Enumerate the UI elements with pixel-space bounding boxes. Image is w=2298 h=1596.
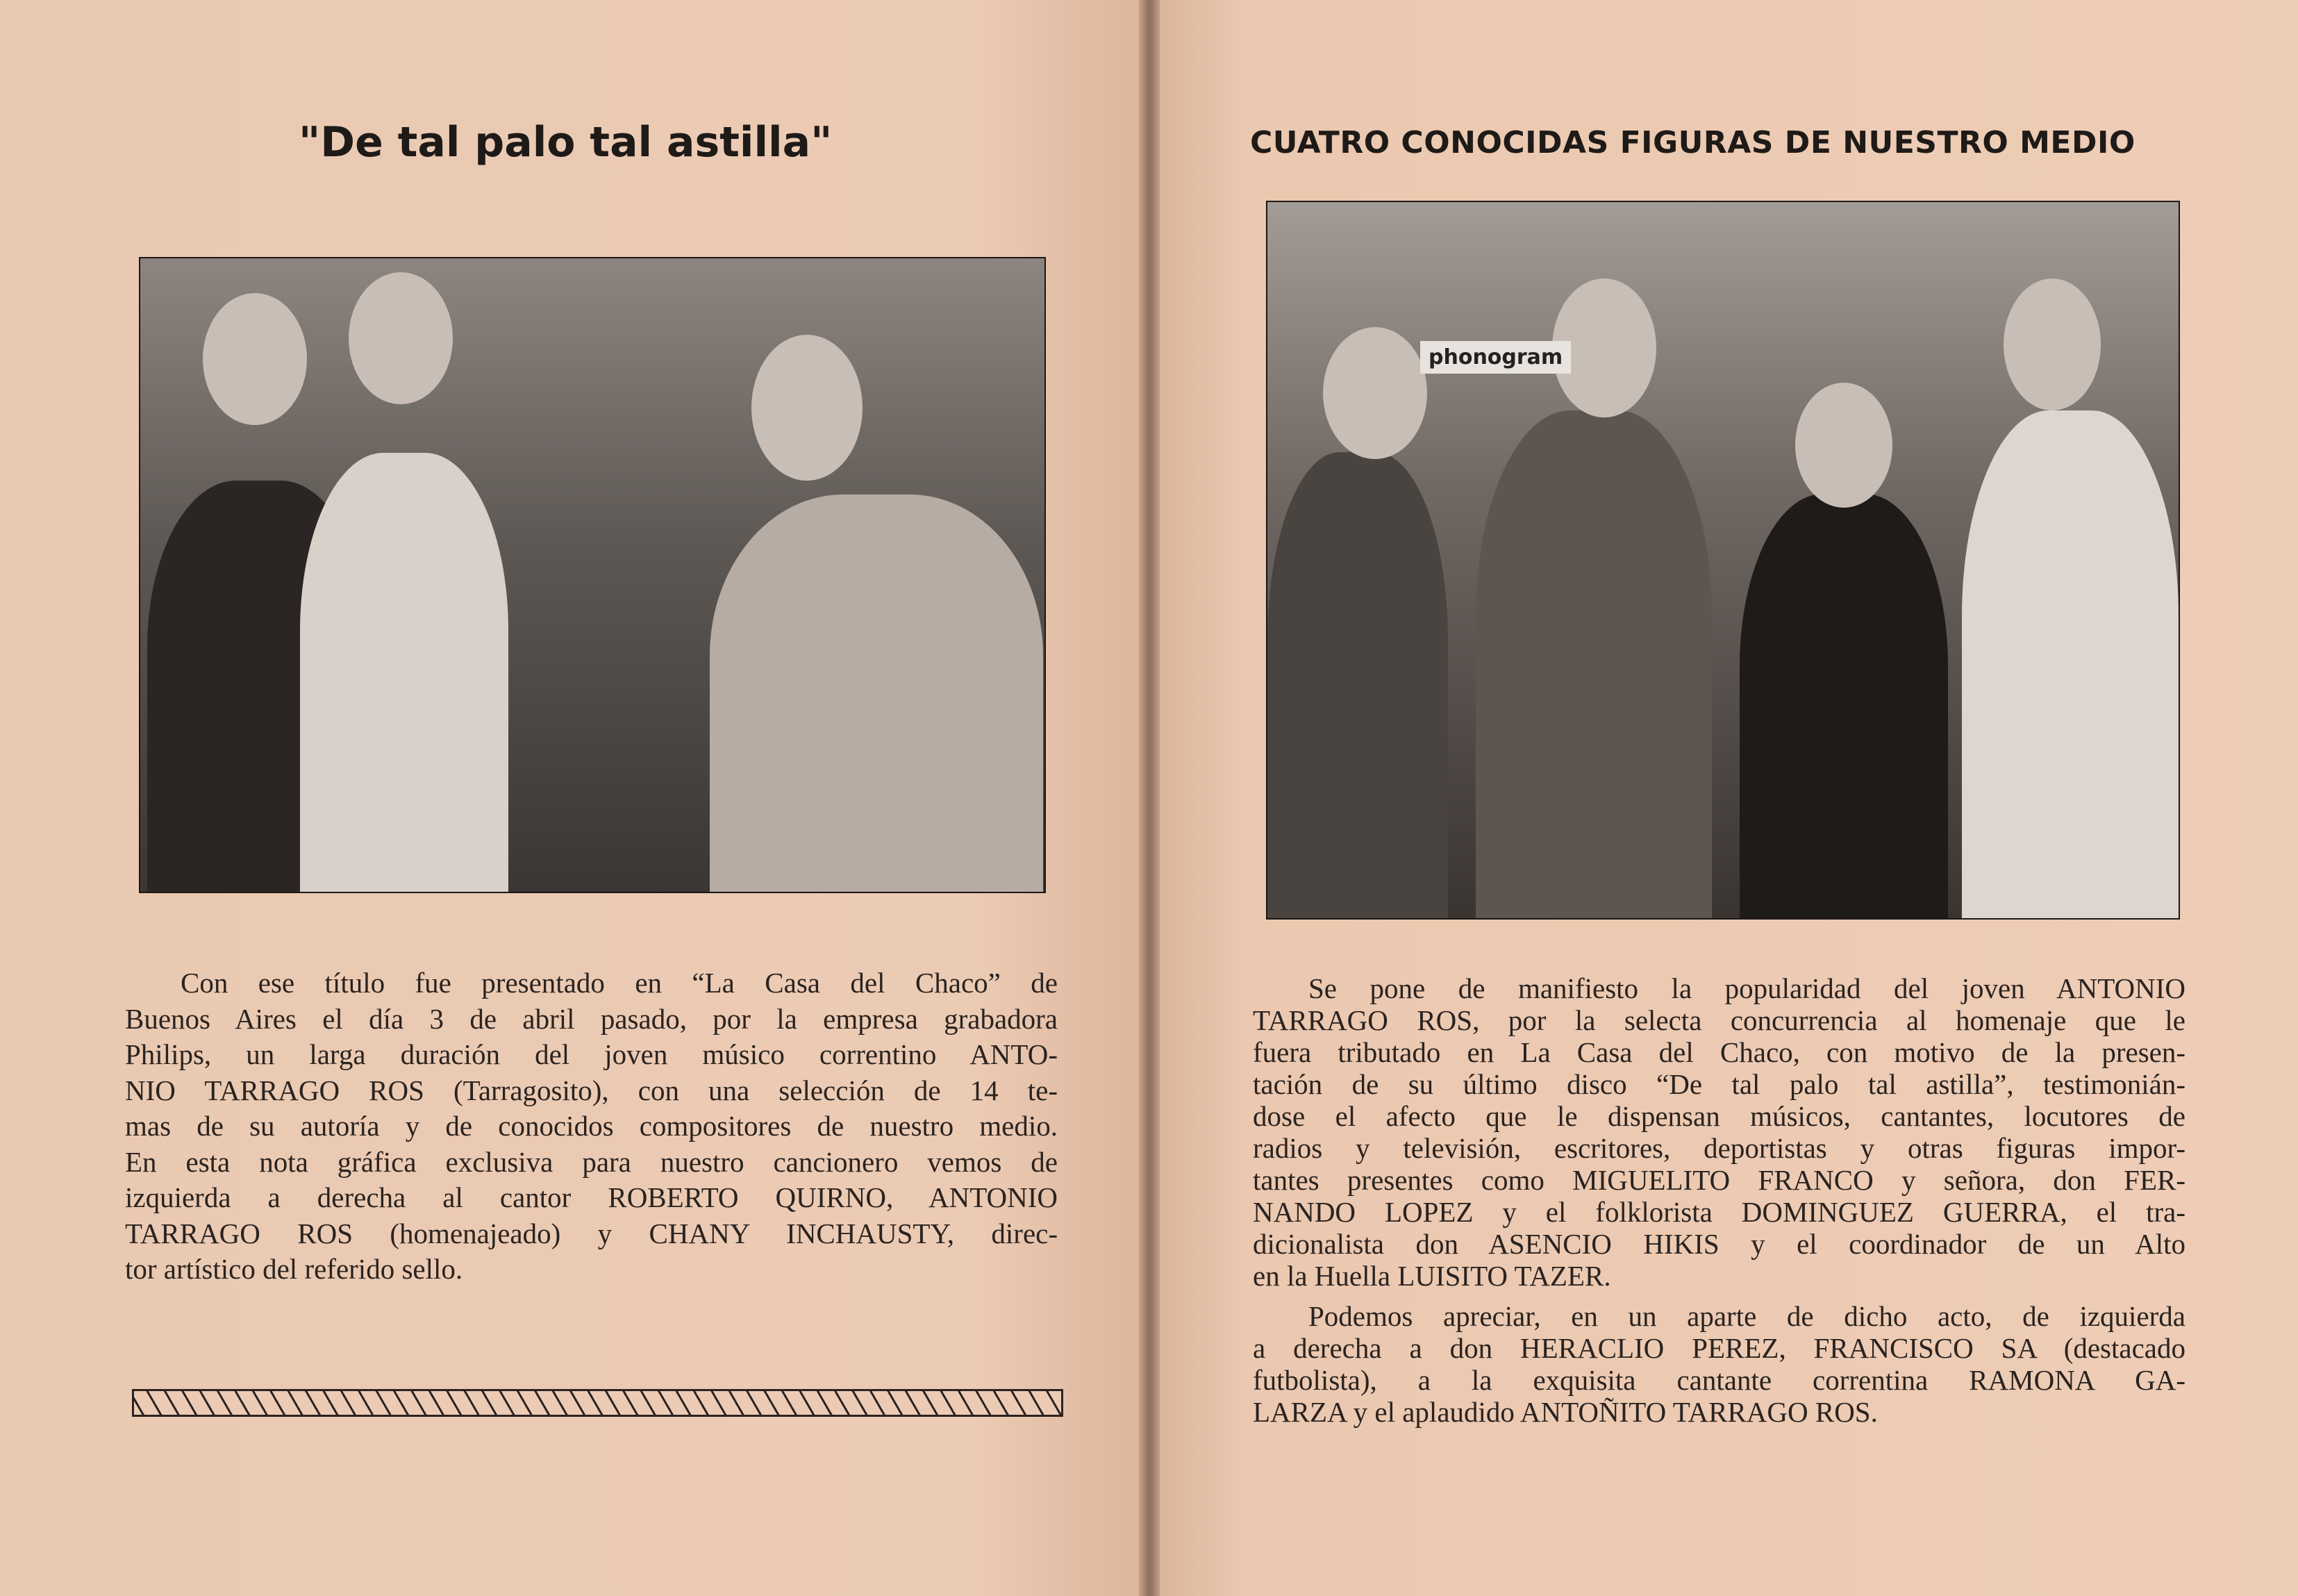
text-line: Con ese título fue presentado en “La Casa del Chaco” de <box>181 967 1058 999</box>
text-line: TARRAGO ROS, por la selecta concurrencia al homenaje que le <box>1253 1004 2185 1036</box>
text-line: izquierda a derecha al cantor ROBERTO QUIRNO, ANTONIO <box>125 1181 1058 1213</box>
paragraph-1 <box>1253 972 2185 1292</box>
text-line: en la Huella LUISITO TAZER. <box>1253 1260 1611 1292</box>
text-line: LARZA y el aplaudido ANTOÑITO TARRAGO ROS. <box>1253 1396 1878 1428</box>
phonogram-sign: phonogram <box>1420 341 1571 374</box>
left-article-body <box>125 965 1058 1288</box>
text-line: Se pone de manifiesto la popularidad del joven ANTONIO <box>1308 972 2185 1004</box>
paragraph-2 <box>1253 1300 2185 1428</box>
text-line: tantes presentes como MIGUELITO FRANCO y señora, don FER- <box>1253 1164 2185 1196</box>
text-line: a derecha a don HERACLIO PEREZ, FRANCISCO SA (destacado <box>1253 1332 2185 1364</box>
text-line: radios y televisión, escritores, deportistas y otras figuras impor- <box>1253 1132 2185 1164</box>
text-line: Philips, un larga duración del joven músico correntino ANTO- <box>125 1038 1058 1070</box>
text-line: NIO TARRAGO ROS (Tarragosito), con una selección de 14 te- <box>125 1074 1058 1106</box>
right-article-body <box>1253 972 2185 1436</box>
text-line: dicionalista don ASENCIO HIKIS y el coordinador de un Alto <box>1253 1228 2185 1260</box>
decorative-border <box>132 1389 1063 1417</box>
text-line: tación de su último disco “De tal palo tal astilla”, testimonián- <box>1253 1068 2185 1100</box>
photo-three-men <box>139 257 1046 893</box>
photo-four-figures <box>1266 201 2180 920</box>
text-line: futbolista), a la exquisita cantante correntina RAMONA GA- <box>1253 1364 2185 1396</box>
text-line: NANDO LOPEZ y el folklorista DOMINGUEZ GUERRA, el tra- <box>1253 1196 2185 1228</box>
text-line: dose el afecto que le dispensan músicos, cantantes, locutores de <box>1253 1100 2185 1132</box>
text-line: Podemos apreciar, en un aparte de dicho acto, de izquierda <box>1308 1300 2185 1332</box>
left-page-title: "De tal palo tal astilla" <box>299 118 833 167</box>
right-page-title: CUATRO CONOCIDAS FIGURAS DE NUESTRO MEDIO <box>1250 125 2135 160</box>
text-line: mas de su autoría y de conocidos compositores de nuestro medio. <box>125 1110 1058 1142</box>
text-line: fuera tributado en La Casa del Chaco, con motivo de la presen- <box>1253 1036 2185 1068</box>
book-gutter <box>1139 0 1160 1596</box>
text-line: TARRAGO ROS (homenajeado) y CHANY INCHAUSTY, direc- <box>125 1217 1058 1249</box>
text-line: En esta nota gráfica exclusiva para nuestro cancionero vemos de <box>125 1145 1058 1178</box>
text-line: Buenos Aires el día 3 de abril pasado, por la empresa grabadora <box>125 1002 1058 1035</box>
text-line: tor artístico del referido sello. <box>125 1253 463 1285</box>
